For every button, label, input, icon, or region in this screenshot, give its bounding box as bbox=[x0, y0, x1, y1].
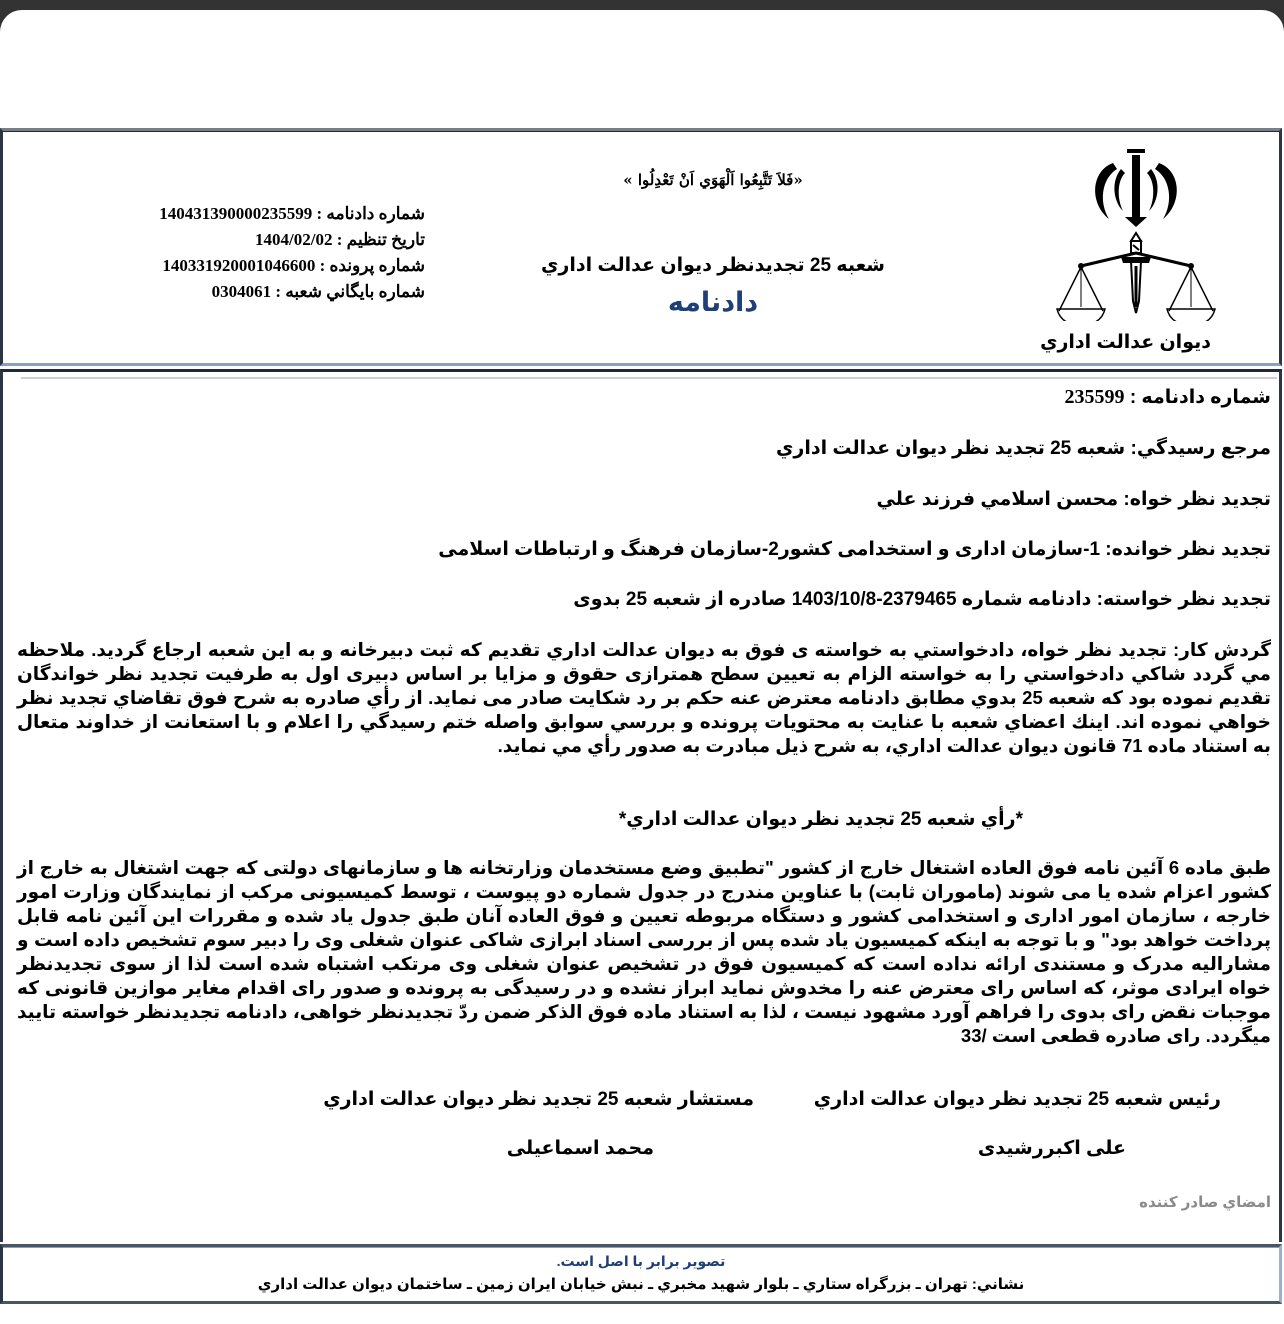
meta-verdict-number bbox=[103, 201, 425, 227]
court-address: نشاني: تهران ـ بزرگراه ستاري ـ بلوار شهيد مخبري ـ نبش خيابان ايران زمين ـ ساختمان ديوان عدالت اداري bbox=[257, 1276, 1025, 1293]
chief-judge-title: رئيس شعبه 25 تجديد نظر ديوان عدالت اداري bbox=[813, 1089, 1221, 1110]
field-value: دادنامه شماره 2379465-1403/10/8 صادره از شعبه 25 بدوی bbox=[573, 589, 1092, 610]
field-value: 235599 bbox=[1064, 386, 1125, 408]
document-title: دادنامه bbox=[667, 287, 759, 317]
footer-divider bbox=[3, 1247, 1279, 1248]
meta-label: شماره بايگاني شعبه : bbox=[275, 282, 425, 301]
field-value: محسن اسلامي فرزند علي bbox=[876, 489, 1119, 510]
meta-label: شماره دادنامه : bbox=[316, 204, 425, 223]
appellant bbox=[877, 488, 1271, 512]
field-value: شعبه 25 تجديد نظر ديوان عدالت اداري bbox=[775, 438, 1126, 459]
verdict-heading: *رأي شعبه 25 تجديد نظر ديوان عدالت اداري* bbox=[618, 809, 1023, 830]
meta-label: شماره پرونده : bbox=[319, 256, 425, 275]
meta-value: 1404/02/02 bbox=[255, 230, 333, 249]
document-footer bbox=[0, 1244, 1282, 1304]
document-header bbox=[0, 128, 1282, 366]
meta-case-number bbox=[103, 253, 425, 279]
meta-issue-date bbox=[103, 227, 425, 253]
verdict-paragraph: طبق ماده 6 آئین نامه فوق العاده اشتغال خارج از کشور "تطبیق وضع مستخدمان وزارتخانه ها و سازمانهای دولتی که جهت اشتغال به خارج از کشور اعزام شده یا می شوند (ماموران ثابت) با عناوین مندرج در جدول شماره دو پیوست ، توسط کمیسیونی مرکب از نمایندگان وزارت امور خارجه ، سازمان امور اداری و استخدامی کشور و دستگاه مربوطه تعیین و فوق العاده آنان طبق جدول یاد شده و مقررات این آئین نامه قابل پرداخت خواهد بود" و با توجه به اینکه کمیسیون یاد شده پس از بررسی اسناد ابرازی شاکی عنوان شغلی وی را دبیر سوم تشخیص داده است و مشارالیه مدرک و مستندی ارائه نداده است که کمیسیون فوق در تشخیص عنوان شغلی وی مرتکب اشتباه شده است لذا از سوی تجدیدنظر خواه ایرادی موثر، که اساس رای معترض عنه را مخدوش نماید ابراز نشده و در رسیدگی به پرونده و صدور رای اقدام مغایر موازین قانونی که موجبات نقض رای بدوی را فراهم آورد مشهود نیست ، لذا به استناد ماده فوق الذکر ضمن ردّ تجدیدنظر خواهی، دادنامه تجدیدنظر خواسته تایید میگردد. رای صادره قطعی است /33 bbox=[17, 857, 1272, 1046]
certified-copy-note: تصوير برابر با اصل است. bbox=[556, 1253, 726, 1269]
branch-title: شعبه 25 تجديدنظر ديوان عدالت اداري bbox=[541, 255, 885, 276]
quran-verse: «فَلاَ تَتَّبِعُوا اَلْهَوَي اَنْ تَعْدِلُوا » bbox=[623, 171, 803, 189]
counselor-name: محمد اسماعیلی bbox=[506, 1138, 654, 1159]
meta-value: 140331920001046600 bbox=[162, 256, 316, 275]
judiciary-emblem-icon bbox=[1051, 141, 1221, 321]
document-body bbox=[0, 369, 1282, 1242]
body-divider bbox=[21, 377, 1277, 379]
header-divider bbox=[3, 131, 1279, 132]
emblem-caption: ديوان عدالت اداري bbox=[1040, 332, 1211, 353]
field-label: تجديد نظر خواه: bbox=[1123, 489, 1271, 510]
meta-value: 140431390000235599 bbox=[159, 204, 313, 223]
meta-label: تاريخ تنظيم : bbox=[336, 230, 425, 249]
field-label: تجديد نظر خواسته: bbox=[1096, 589, 1271, 610]
counselor-title: مستشار شعبه 25 تجديد نظر ديوان عدالت اداري bbox=[323, 1089, 754, 1110]
meta-archive-number bbox=[103, 279, 425, 305]
procedure-paragraph: گردش كار: تجديد نظر خواه، دادخواستي به خواسته ی فوق به ديوان عدالت اداري تقديم كه ثبت دبيرخانه و به اين شعبه ارجاع گرديد. ملاحظه مي گردد شاكي دادخواستي را به خواسته الزام به تعیین سطح همترازی حقوق و مزایا بر اساس دبیری اول به طرفيت تجديد نظر خواندگان تقديم نموده بود كه شعبه 25 بدوي مطابق دادنامه معترض عنه حکم بر رد شکایت صادر می نماید. از رأي صادره به شرح فوق تقاضاي تجديد نظر خواهي نموده اند. اينك اعضاي شعبه با عنايت به محتويات پرونده و بررسي سوابق واصله ختم رسيدگي را اعلام و با استعانت از خداوند متعال به استناد ماده 71 قانون ديوان عدالت اداري، به شرح ذيل مبادرت به صدور رأي مي نمايد. bbox=[17, 639, 1271, 756]
reviewing-authority bbox=[776, 437, 1271, 461]
verdict-number bbox=[1065, 385, 1271, 410]
document-metadata bbox=[103, 201, 425, 305]
appeal-subject bbox=[573, 588, 1271, 612]
meta-value: 0304061 bbox=[211, 282, 272, 301]
field-value: 1-سازمان اداری و استخدامی کشور2-سازمان فرهنگ و ارتباطات اسلامی bbox=[438, 539, 1101, 560]
chief-judge-name: علی اکبررشیدی bbox=[977, 1138, 1126, 1159]
field-label: شماره دادنامه : bbox=[1129, 387, 1271, 408]
signers-label: امضاي صادر كننده bbox=[1139, 1194, 1271, 1211]
field-label: تجديد نظر خوانده: bbox=[1105, 539, 1271, 560]
appellee bbox=[438, 538, 1271, 562]
field-label: مرجع رسيدگي: bbox=[1130, 438, 1271, 459]
